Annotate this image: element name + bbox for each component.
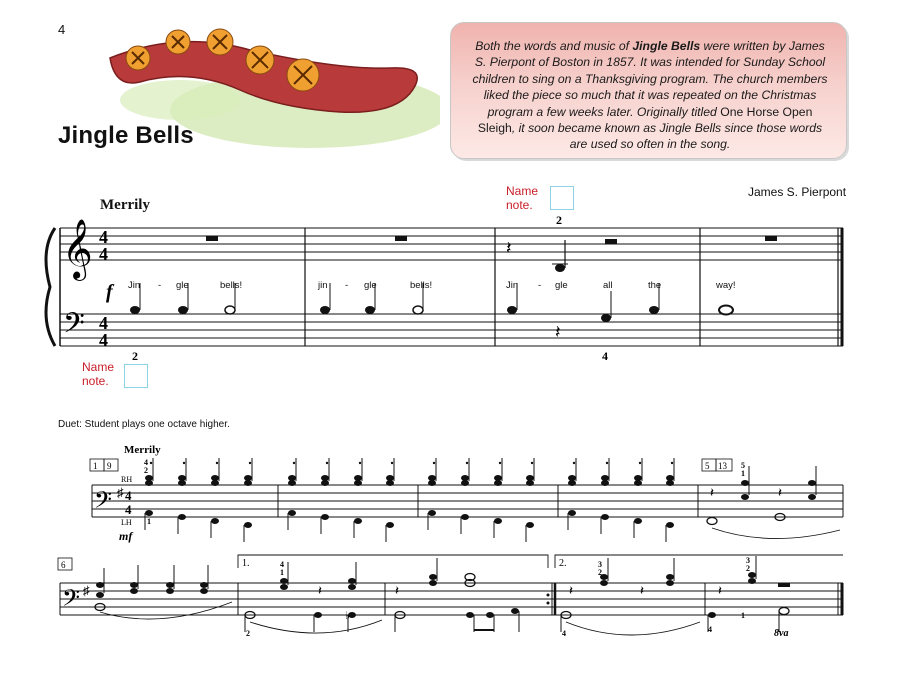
history-note-text: Both the words and music of Jingle Bells were written by James S. Pierpont of Boston in 1857. It was intended for Sunday School children to sing on a Thanksgiving program. The church members liked the piece so much that it was repeated on the Christmas program a few weeks later. Originally titled One Horse Open Sleigh, it soon became known as Jingle Bells since those words are used so often in the song. xyxy=(472,39,828,152)
slur xyxy=(712,528,840,539)
flat-icon: ♭ xyxy=(345,610,351,622)
quarter-rest: 𝄽 xyxy=(778,485,782,500)
lyric-syllable: all xyxy=(603,280,613,291)
quarter-rest: 𝄽 xyxy=(718,583,722,598)
fingering: 1 xyxy=(147,517,151,526)
duet-lower-voice-2 xyxy=(95,604,789,633)
fingering: 3 xyxy=(746,556,750,565)
sharp-icon: ♯ xyxy=(83,583,90,598)
lyric-syllable: gle xyxy=(364,280,377,291)
fingering: 2 xyxy=(746,564,750,573)
fingering: 1 xyxy=(741,611,745,620)
duet-instruction: Duet: Student plays one octave higher. xyxy=(58,419,230,430)
fingering: 5 xyxy=(741,461,745,470)
lyric-syllable: gle xyxy=(555,280,568,291)
hand-label: RH xyxy=(121,475,133,484)
duet-upper-voice-1 xyxy=(145,458,816,500)
dynamic-marking: mf xyxy=(119,529,133,543)
lyric-syllable: gle xyxy=(176,280,189,291)
fingering: 4 xyxy=(280,560,284,569)
fingering: 2 xyxy=(246,629,250,638)
fingering: 2 xyxy=(132,349,138,363)
hand-label: LH xyxy=(121,518,132,527)
page-number: 4 xyxy=(58,22,66,37)
quarter-rest: 𝄽 xyxy=(640,583,644,598)
bass-clef-icon: 𝄢 xyxy=(62,586,81,617)
lyric-syllable: bells! xyxy=(410,280,433,291)
time-signature-bottom: 4 xyxy=(125,502,132,517)
duet-lower-voice-1 xyxy=(145,510,674,542)
name-note-label: Name note. xyxy=(506,184,539,212)
lyric-syllable: - xyxy=(158,280,162,291)
fingering: 3 xyxy=(598,560,602,569)
repeat-dot xyxy=(547,602,550,605)
measure-number: 1 xyxy=(93,461,98,471)
duet-staff-1-lines xyxy=(92,485,843,517)
lyric-syllable: jin xyxy=(318,280,328,291)
slur xyxy=(100,602,232,619)
fingering: 2 xyxy=(556,213,562,227)
sharp-icon: ♯ xyxy=(117,485,124,500)
duet-staff-2-lines xyxy=(60,583,843,615)
slur xyxy=(566,622,700,635)
fingering: 2 xyxy=(144,466,148,475)
bass-clef-icon: 𝄢 xyxy=(94,488,113,519)
bass-clef-icon: 𝄢 xyxy=(63,309,85,346)
lyric-syllable: bells! xyxy=(220,280,243,291)
fingering: 4 xyxy=(144,458,148,467)
duet-tempo: Merrily xyxy=(124,444,161,456)
measure-number: 9 xyxy=(107,461,112,471)
song-title-bold: Jingle Bells xyxy=(632,39,701,53)
tempo-marking: Merrily xyxy=(100,197,150,213)
lyric-syllable: - xyxy=(345,280,349,291)
quarter-rest: 𝄽 xyxy=(506,238,512,258)
quarter-rest: 𝄽 xyxy=(569,583,573,598)
lyric-syllable: Jin xyxy=(506,280,519,291)
lyric-syllable: way! xyxy=(716,280,736,291)
slur xyxy=(250,620,382,633)
name-note-label: Name note. xyxy=(82,360,115,388)
time-signature-top: 4 xyxy=(99,244,108,264)
quarter-rest: 𝄽 xyxy=(710,485,714,500)
lyric-syllable: Jin xyxy=(128,280,141,291)
measure-number: 5 xyxy=(705,461,710,471)
time-signature-bottom: 4 xyxy=(99,330,108,350)
measure-number: 13 xyxy=(718,461,727,471)
lyric-syllable: the xyxy=(648,280,662,291)
repeat-dot xyxy=(547,594,550,597)
svg-text:𝄽: 𝄽 xyxy=(555,322,561,342)
time-signature-bottom: 4 xyxy=(99,313,108,333)
fingering: 4 xyxy=(602,349,608,363)
composer-credit: James S. Pierpont xyxy=(748,185,847,199)
time-signature-top: 4 xyxy=(99,227,108,247)
measure-number: 6 xyxy=(61,560,66,570)
first-ending-bracket xyxy=(238,555,548,568)
half-note xyxy=(707,518,717,525)
octave-marking: 8va xyxy=(774,628,789,639)
treble-clef-icon: 𝄞 xyxy=(62,221,93,278)
fingering: 4 xyxy=(562,629,566,638)
original-title: One Horse Open Sleigh xyxy=(477,104,813,136)
half-rest xyxy=(778,583,790,587)
page-title: Jingle Bells xyxy=(58,122,194,149)
fingering: 1 xyxy=(280,568,284,577)
fingering: 1 xyxy=(741,469,745,478)
ending-label: 2. xyxy=(559,558,567,569)
fingering: 2 xyxy=(598,568,602,577)
dynamic-marking: f xyxy=(106,281,113,303)
quarter-rest: 𝄽 xyxy=(318,583,322,598)
quarter-rest: 𝄽 xyxy=(395,583,399,598)
duet-upper-voice-2 xyxy=(96,556,756,598)
ending-label: 1. xyxy=(242,558,250,569)
time-signature-top: 4 xyxy=(125,488,132,503)
lyric-syllable: - xyxy=(538,280,542,291)
fingering: 4 xyxy=(708,625,712,634)
